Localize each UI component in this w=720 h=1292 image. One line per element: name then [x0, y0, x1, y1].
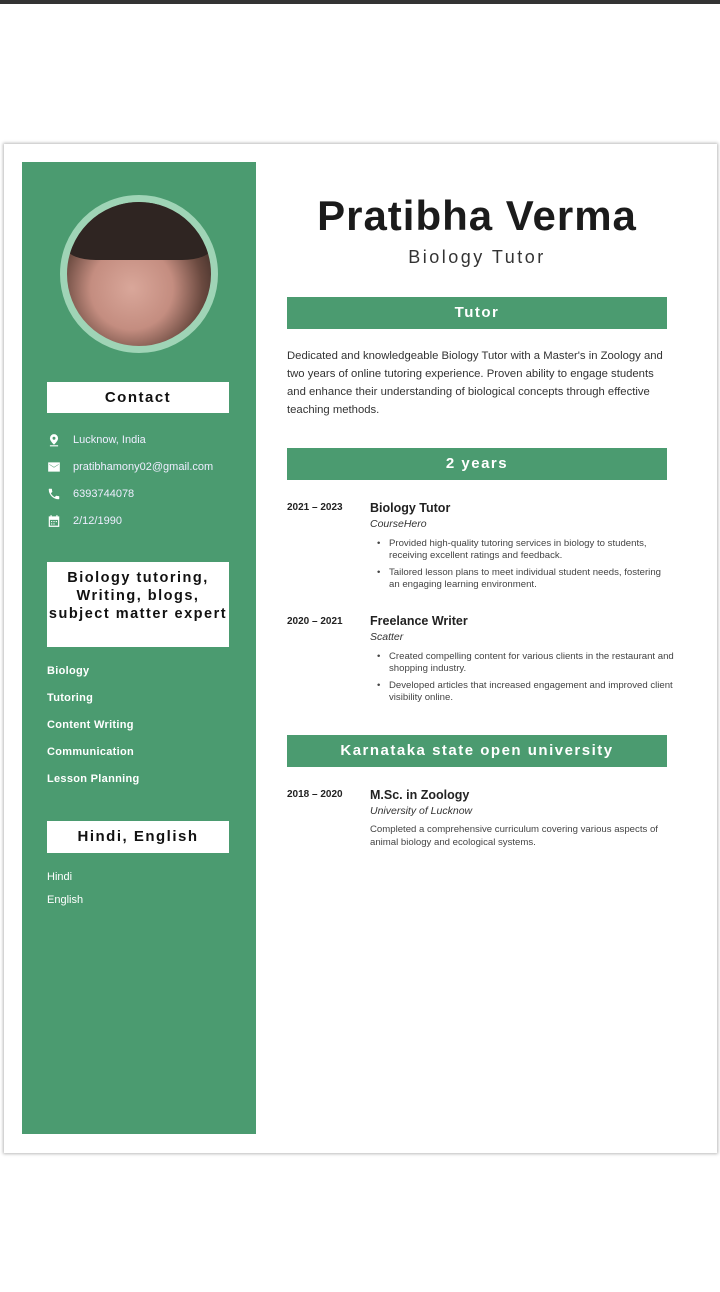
job-title: Freelance Writer — [370, 614, 468, 628]
summary-heading: Tutor — [287, 297, 667, 329]
skill-item: Lesson Planning — [47, 773, 140, 785]
language-item: Hindi — [47, 871, 73, 883]
contact-heading: Contact — [47, 382, 229, 413]
summary-text: Dedicated and knowledgeable Biology Tutor with a Master's in Zoology and two years of online tutoring experience. Proven ability to engage students and enhance their understanding of biological concepts through effective teaching methods. — [287, 350, 663, 416]
contact-location — [47, 433, 146, 447]
location-icon — [47, 433, 61, 447]
contact-email — [47, 460, 213, 474]
skill-item: Tutoring — [47, 692, 94, 704]
education-degree: M.Sc. in Zoology — [370, 788, 470, 802]
birthdate-text: 2/12/1990 — [73, 515, 122, 527]
profile-photo — [60, 195, 218, 353]
skill-item: Biology — [47, 665, 90, 677]
email-icon — [47, 460, 61, 474]
job-company: CourseHero — [370, 518, 427, 530]
phone-text: 6393744078 — [73, 488, 135, 500]
candidate-name: Pratibha Verma — [317, 192, 637, 239]
job-title: Biology Tutor — [370, 501, 451, 515]
education-dates: 2018 – 2020 — [287, 789, 343, 800]
experience-heading: 2 years — [287, 448, 667, 480]
language-item: English — [47, 894, 84, 906]
languages-heading: Hindi, English — [47, 821, 229, 853]
job-dates: 2021 – 2023 — [287, 502, 343, 513]
job-company: Scatter — [370, 631, 404, 643]
status-bar — [0, 0, 720, 4]
phone-icon — [47, 487, 61, 501]
job-bullet: • Created compelling content for various clients in the restaurant and shopping industry. — [389, 651, 674, 675]
skills-heading: Biology tutoring, Writing, blogs, subject matter expert — [47, 562, 229, 647]
email-text: pratibhamony02@gmail.com — [73, 461, 214, 473]
job-bullets — [389, 651, 674, 709]
skill-item: Communication — [47, 746, 135, 758]
skill-item: Content Writing — [47, 719, 134, 731]
job-bullet: • Developed articles that increased engagement and improved client visibility online. — [389, 680, 674, 704]
candidate-role: Biology Tutor — [408, 247, 546, 267]
job-bullets — [389, 538, 674, 596]
education-description: Completed a comprehensive curriculum covering various aspects of animal biology and ecological systems. — [370, 824, 658, 848]
education-heading: Karnataka state open university — [287, 735, 667, 767]
location-text: Lucknow, India — [73, 434, 146, 446]
sidebar — [22, 162, 256, 1134]
contact-birthdate — [47, 514, 122, 528]
job-bullet: • Provided high-quality tutoring services in biology to students, receiving excellent ratings and feedback. — [389, 538, 674, 562]
job-bullet: • Tailored lesson plans to meet individual student needs, fostering an engaging learning environment. — [389, 567, 674, 591]
education-school: University of Lucknow — [370, 805, 473, 817]
contact-phone — [47, 487, 134, 501]
job-dates: 2020 – 2021 — [287, 616, 343, 627]
calendar-icon — [47, 514, 61, 528]
